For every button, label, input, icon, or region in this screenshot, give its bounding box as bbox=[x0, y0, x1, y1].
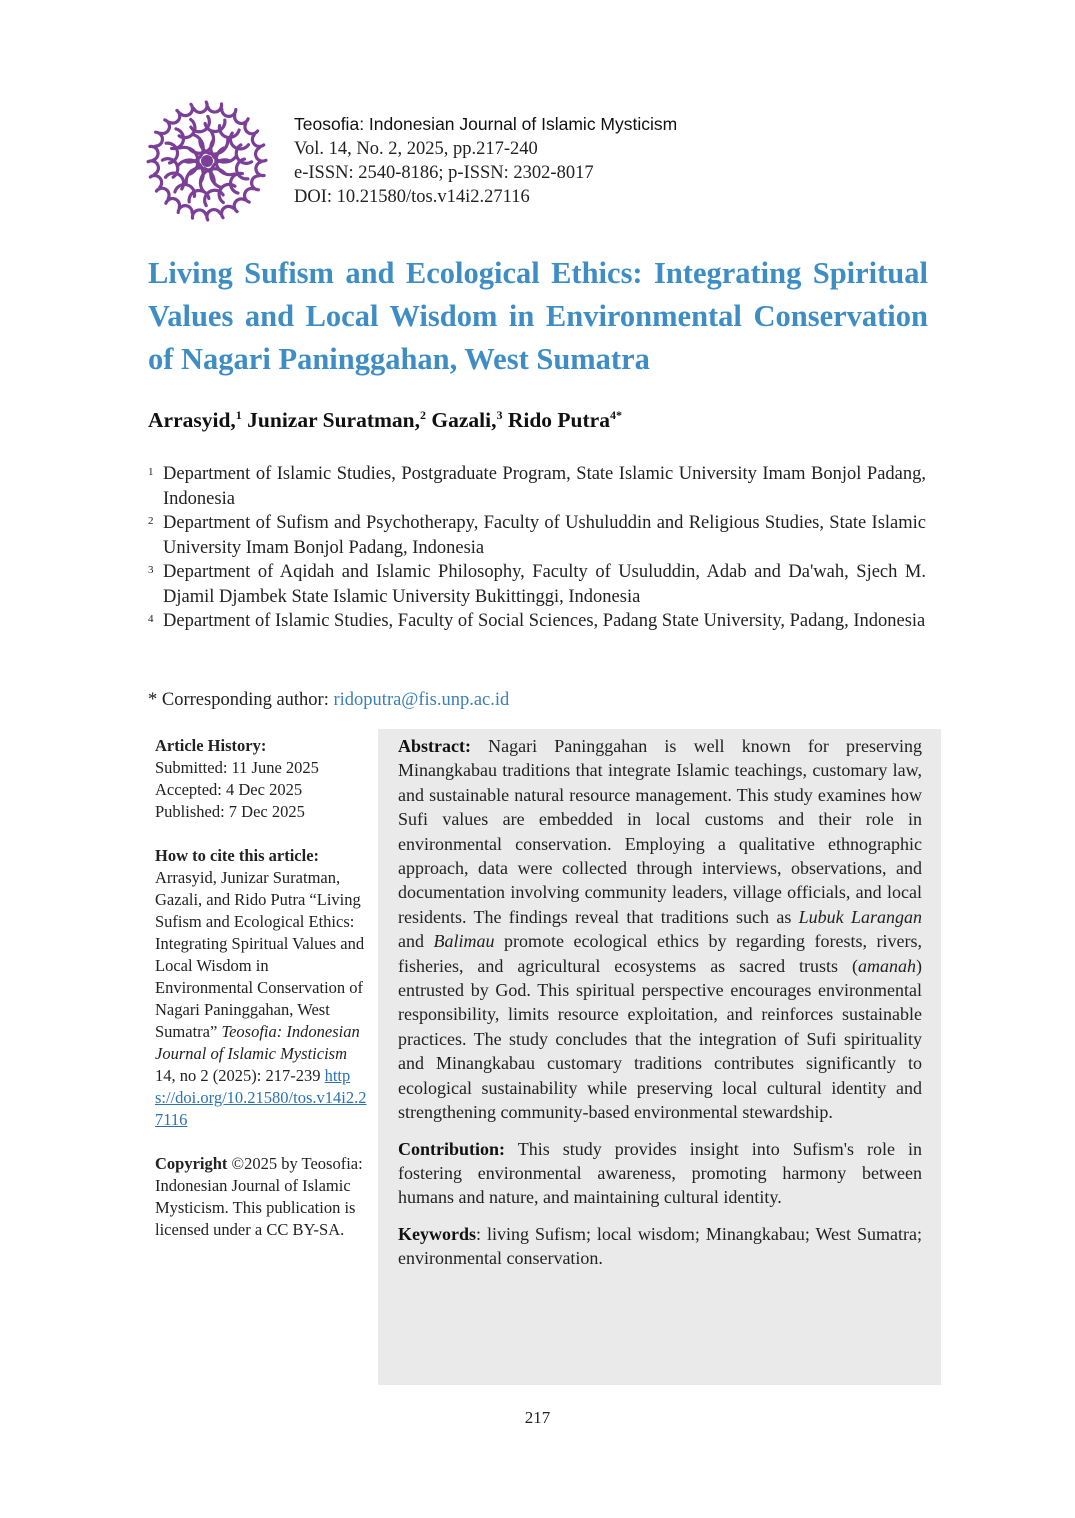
journal-title-line bbox=[294, 112, 677, 137]
logo-petal bbox=[170, 110, 180, 123]
author-affil-marker: 2 bbox=[420, 408, 426, 422]
history-label: Article History: bbox=[155, 736, 267, 755]
keywords-paragraph bbox=[398, 1222, 922, 1271]
logo-petal bbox=[150, 146, 158, 160]
article-history bbox=[155, 735, 367, 823]
corresponding-author bbox=[148, 690, 509, 711]
abstract-text: Nagari Paninggahan is well known for preserving Minangkabau traditions that integrate Islamic teachings, customary law, and sustainable natural resource management. This study examines how Sufi values are embedded in local customs and their role in environmental conservation. Employing a qualitative ethnographic approach, data were collected through interviews, observations, and documentation involving community leaders, village officials, and local residents. The findings reveal that traditions such as bbox=[398, 736, 922, 927]
keywords-label: Keywords bbox=[398, 1223, 476, 1244]
term-amanah: amanah bbox=[858, 955, 916, 976]
affiliation-text: Department of Islamic Studies, Faculty of Social Sciences, Padang State University, Padang, Indonesia bbox=[163, 611, 926, 631]
paper-title: Living Sufism and Ecological Ethics: Integrating Spiritual Values and Local Wisdom in Environmental Conservation of Nagari Paninggahan, West Sumatra bbox=[148, 256, 928, 376]
logo-petal bbox=[252, 135, 263, 147]
abstract-and: and bbox=[398, 931, 424, 952]
cite-text: Arrasyid, Junizar Suratman, Gazali, and Rido Putra “Living Sufism and Ecological Ethics: Integrating Spiritual Values and Local Wisdom in Environmental Conservation of Nagari Paninggahan, West Sumatra” bbox=[155, 868, 365, 1041]
logo-petal bbox=[222, 206, 234, 217]
journal-header bbox=[294, 112, 677, 209]
author-name: Junizar Suratman, bbox=[247, 408, 420, 433]
abstract-content bbox=[398, 734, 922, 1283]
page-number: 217 bbox=[524, 1408, 551, 1427]
journal-issn: e-ISSN: 2540-8186; p-ISSN: 2302-8017 bbox=[294, 163, 594, 183]
logo-petal bbox=[181, 104, 193, 115]
contribution-text: This study provides insight into Sufism's role in fostering environmental awareness, promoting harmony between humans and nature, and maintaining cultural identity. bbox=[398, 1138, 922, 1208]
affiliation-text: Department of Sufism and Psychotherapy, Faculty of Ushuluddin and Religious Studies, State Islamic University Imam Bonjol Padang, Indonesia bbox=[163, 513, 926, 558]
copyright-text: ©2025 by Teosofia: Indonesian Journal of Islamic Mysticism. This publication is licensed under a CC BY-SA. bbox=[155, 1154, 363, 1239]
logo-petal bbox=[207, 210, 220, 220]
author-list bbox=[148, 408, 622, 433]
contribution-paragraph bbox=[398, 1137, 922, 1210]
author-affil-marker: 4* bbox=[609, 408, 622, 422]
author-name: Gazali, bbox=[431, 408, 497, 433]
journal-subtitle: : Indonesian Journal of Islamic Mysticism bbox=[359, 114, 678, 134]
submitted-date: Submitted: 11 June 2025 bbox=[155, 758, 319, 777]
term-balimau: Balimau bbox=[433, 931, 495, 952]
logo-petal bbox=[150, 176, 161, 188]
abstract-label: Abstract: bbox=[398, 736, 471, 756]
abstract-text: ) entrusted by God. This spiritual perspective encourages environmental responsibility, limits resource exploitation, and reinforces sustainable practices. The study concludes that the integration of Sufi spirituality and Minangkabau customary traditions contributes significantly to ecological sustainability while preserving local cultural identity and strengthening community-based environmental stewardship. bbox=[398, 955, 922, 1123]
logo-petal bbox=[234, 199, 244, 212]
citation-block bbox=[155, 845, 367, 1131]
affiliation-number: 2 bbox=[148, 515, 154, 527]
logo-petal bbox=[256, 148, 266, 161]
logo-petal bbox=[156, 188, 169, 198]
citation-text bbox=[155, 867, 367, 1131]
author-name: Rido Putra bbox=[507, 408, 610, 433]
affiliation-text: Department of Islamic Studies, Postgraduate Program, State Islamic University Imam Bonjol Padang, Indonesia bbox=[163, 464, 926, 509]
affiliation-text: Department of Aqidah and Islamic Philosophy, Faculty of Usuluddin, Adab and Da'wah, Sjech M. Djamil Djambek State Islamic University Bukittinggi, Indonesia bbox=[163, 562, 926, 607]
journal-logo bbox=[142, 96, 272, 226]
abstract-text: promote ecological ethics by regarding forests, rivers, fisheries, and agricultural ecosystems as sacred trusts ( bbox=[398, 931, 922, 976]
term-lubuk-larangan: Lubuk Larangan bbox=[798, 906, 922, 927]
contribution-label: Contribution: bbox=[398, 1138, 506, 1159]
author-name: Arrasyid, bbox=[148, 408, 236, 433]
corresponding-label: * Corresponding author: bbox=[148, 690, 334, 710]
accepted-date: Accepted: 4 Dec 2025 bbox=[155, 780, 303, 799]
logo-petal bbox=[192, 210, 206, 218]
article-sidebar bbox=[155, 735, 367, 1263]
logo-petal bbox=[148, 161, 158, 174]
cite-label: How to cite this article: bbox=[155, 846, 320, 865]
affiliation bbox=[148, 560, 926, 609]
journal-volume: Vol. 14, No. 2, 2025, pp.217-240 bbox=[294, 139, 538, 159]
logo-petal bbox=[194, 102, 207, 112]
author-affil-marker: 1 bbox=[235, 408, 242, 422]
published-date: Published: 7 Dec 2025 bbox=[155, 802, 305, 821]
corresponding-email-link[interactable]: ridoputra@fis.unp.ac.id bbox=[333, 690, 510, 710]
journal-name: Teosofia bbox=[294, 114, 360, 134]
logo-petal bbox=[245, 124, 258, 134]
cite-doi-link[interactable]: https://doi.org/10.21580/tos.v14i2.27116 bbox=[155, 1066, 367, 1129]
author-affil-marker: 3 bbox=[496, 408, 503, 422]
affiliation-number: 1 bbox=[148, 466, 154, 478]
abstract-paragraph bbox=[398, 734, 922, 1125]
cite-journal: Teosofia: Indonesian Journal of Islamic Mysticism bbox=[155, 1022, 360, 1063]
affiliation bbox=[148, 609, 926, 634]
affiliation bbox=[148, 462, 926, 511]
copyright-label: Copyright bbox=[155, 1154, 228, 1173]
keywords-text: : living Sufism; local wisdom; Minangkabau; West Sumatra; environmental conservation. bbox=[398, 1223, 922, 1269]
affiliation bbox=[148, 511, 926, 560]
logo-petal bbox=[256, 162, 264, 176]
cite-tail: 14, no 2 (2025): 217-239 bbox=[155, 1066, 321, 1085]
affiliation-list bbox=[148, 462, 926, 634]
logo-petal bbox=[208, 104, 222, 112]
copyright-block bbox=[155, 1153, 367, 1241]
journal-doi: DOI: 10.21580/tos.v14i2.27116 bbox=[294, 187, 530, 207]
affiliation-number: 3 bbox=[148, 564, 154, 576]
affiliation-number: 4 bbox=[148, 613, 154, 625]
